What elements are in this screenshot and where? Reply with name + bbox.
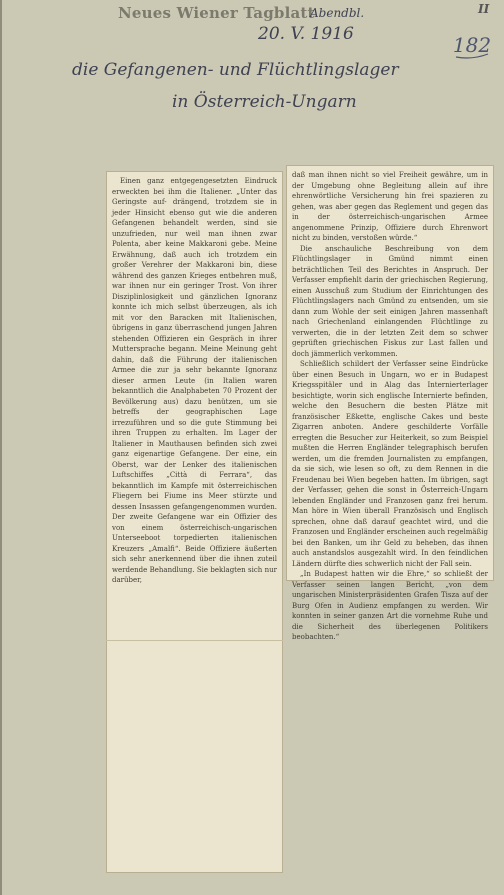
article-text-left [112, 176, 277, 586]
clipping-left-column [106, 171, 283, 873]
clipping-right-column [286, 165, 494, 641]
handwritten-date: 20. V. 1916 [258, 24, 354, 44]
handwritten-title-line-1: die Gefangenen- und Flüchtlingslager [72, 60, 399, 80]
handwritten-title-line-2: in Österreich-Ungarn [172, 92, 357, 112]
paragraph: Schließlich schildert der Verfasser seine Eindrücke über einen Besuch in Ungarn, wo er in Budapest Kriegsspitäler und in Alag das Internierterlager besichtigte, worin sich englische Internierte befinden, welche den Besuchern die besten Plätze mit französischer Eßkette, englische Cakes und beste Zigarren anboten. Andere geschilderte Vorfälle erregten die Besucher zur Heiterkeit, so zum Beispiel mußten die Herren Engländer telegraphisch berufen werden, um die fremden Journalisten zu empfangen, da sie sich, wie lesen so oft, zu dem Rennen in die Freudenau bei Wien begeben hatten. Im übrigen, sagt der Verfasser, gehen die sonst in Österreich-Ungarn lebenden Engländer und Franzosen ganz frei herum. Man höre in Wien überall Französisch und Englisch sprechen, ohne daß darauf geachtet wird, und die Franzosen und Engländer erscheinen auch regelmäßig bei den Banken, um ihr Geld zu beheben, das ihnen auch anstandslos ausgezahlt wird. In den feindlichen Ländern dürfte dies schwerlich nicht der Fall sein. [292, 360, 488, 568]
paragraph: Einen ganz entgegengesetzten Eindruck erweckten bei ihm die Italiener. „Unter das Geringste auf- drängend, trotzdem sie in jeder Hinsicht ebenso gut wie die anderen Gefangenen behandelt werden, sind sie unzufrieden, nur weil man ihnen zwar Polenta, aber keine Makkaroni gebe. Meine Erwähnung, daß auch ich trotzdem ein großer Verehrer der Makkaroni bin, diese während des ganzen Krieges entbehren muß, war ihnen nur ein geringer Trost. Von ihrer Disziplinlosigkeit und gänzlichen Ignoranz konnte ich mich selbst überzeugen, als ich mit vor den Baracken mit Italienischen, übrigens in ganz überraschend jungen Jahren stehenden Offizieren ein Gespräch in ihrer Muttersprache begann. Meine Meinung geht dahin, daß die Führung der italienischen Armee die zur ja sehr bekannte Ignoranz dieser armen Leute (in Italien waren bekanntlich die Analphabeten 70 Prozent der Bevölkerung aus) dazu benützen, um sie betreffs der geographischen Lage irrezuführen und so die gute Stimmung bei ihren Truppen zu erhalten. Im Lager der Italiener in Mauthausen befinden sich zwei ganz eigenartige Gefangene. Der eine, ein Oberst, war der Lenker des italienischen Luftschiffes „Città di Ferrara“, das bekanntlich im Kampfe mit österreichischen Fliegern bei Fiume ins Meer stürzte und dessen Insassen gefangengenommen wurden. Der zweite Gefangene war ein Offizier des von einem österreichisch-ungarischen Unterseeboot torpedierten italienischen Kreuzers „Amalfi“. Beide Offiziere äußerten sich sehr anerkennend über die ihnen zuteil werdende Behandlung. Sie beklagten sich nur darüber, [112, 177, 277, 584]
paragraph: „In Budapest hatten wir die Ehre,“ so schließt der Verfasser seinen langen Bericht, „von dem ungarischen Ministerpräsidenten Grafen Tisza auf der Burg Ofen in Audienz empfangen zu werden. Wir konnten in seiner ganzen Art die vornehme Ruhe und die Sicherheit des überlegenen Politikers beobachten.“ [292, 570, 488, 641]
handwritten-page-mark: II [478, 2, 490, 16]
handwritten-number-text: 182 [452, 33, 492, 57]
newspaper-masthead: Neues Wiener Tagblatt [118, 4, 315, 22]
paragraph: daß man ihnen nicht so viel Freiheit gewähre, um in der Umgebung ohne Begleitung allein auf ihre ehrenwörtliche Versicherung hin frei spazieren zu gehen, was aber gegen das Reglement und gegen das in der österreichisch-ungarischen Armee angenommene Prinzip, Offiziere durch Ehrenwort nicht zu binden, verstoßen würde.“ [292, 171, 488, 242]
handwritten-edition: Abendbl. [310, 6, 365, 20]
handwritten-number [454, 30, 490, 60]
paper-fold [106, 640, 283, 641]
sheet-edge [0, 0, 2, 895]
paragraph: Die anschauliche Beschreibung von dem Flüchtlingslager in Gmünd nimmt einen beträchtlichen Teil des Berichtes in Anspruch. Der Verfasser empfiehlt darin der griechischen Regierung, einen Ausschuß zum Studium der Einrichtungen des Flüchtlingslagers nach Gmünd zu entsenden, um sie dann zum Wohle der seit einigen Jahren massenhaft nach Griechenland einlangenden Flüchtlinge zu verwerten, die in der letzten Zeit dem so schwer geprüften griechischen Fiskus zur Last fallen und doch jämmerlich verkommen. [292, 244, 488, 358]
article-text-right [292, 170, 488, 643]
